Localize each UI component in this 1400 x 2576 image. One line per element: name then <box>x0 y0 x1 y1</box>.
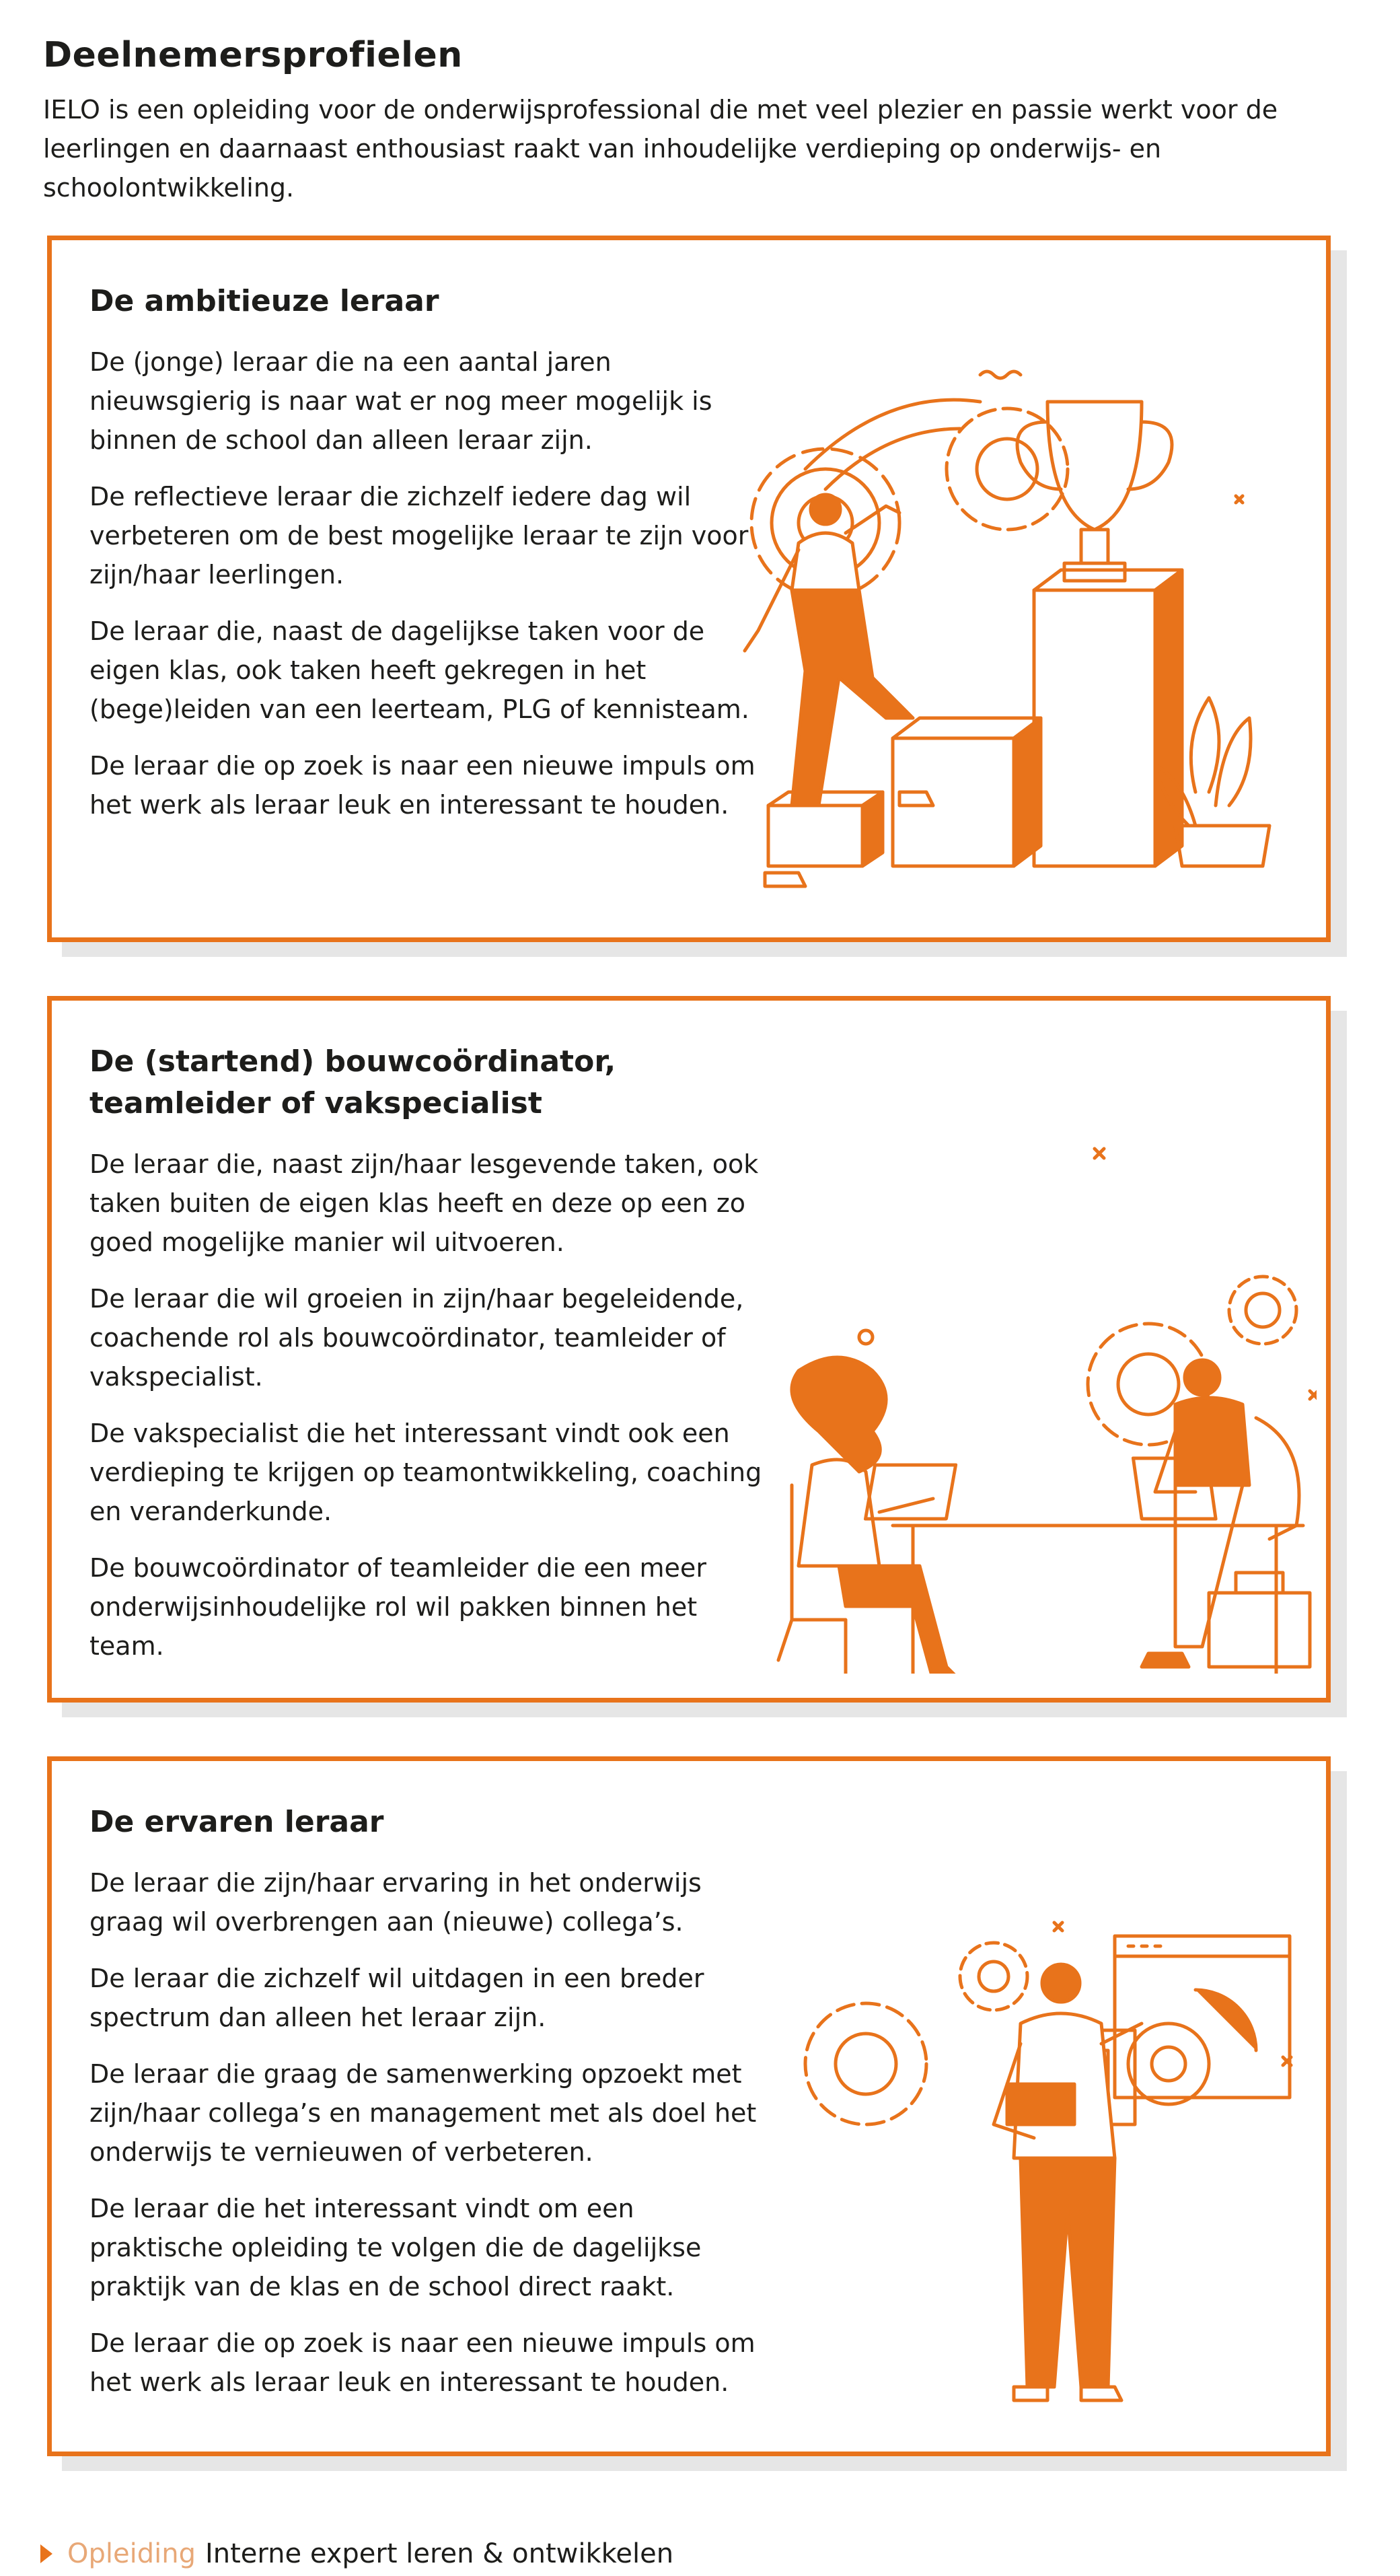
trophy-gears-illustration <box>725 361 1317 900</box>
intro-text: IELO is een opleiding voor de onderwijsprofessional die met veel plezier en passie werkt voor de leerlingen en daarnaast enthousiast raakt van inhoudelijke verdieping op onderwijs- en schoolontwikkeling. <box>43 95 1278 203</box>
page-title: Deelnemersprofielen <box>43 35 463 75</box>
footer-label: Opleiding <box>67 2538 196 2569</box>
profile-title: De ervaren leraar <box>89 1805 384 1839</box>
profile-paragraph: De (jonge) leraar die na een aantal jaren nieuwsgierig is naar wat er nog meer mogelijk is binnen de school dan alleen leraar zijn. <box>89 347 712 455</box>
profile-paragraph: De leraar die op zoek is naar een nieuwe impuls om het werk als leraar leuk en interessant te houden. <box>89 751 756 820</box>
profile-card-experienced-teacher <box>47 1756 1331 2456</box>
profile-paragraph: De leraar die, naast de dagelijkse taken voor de eigen klas, ook taken heeft gekregen in het (bege)leiden van een leerteam, PLG of kennisteam. <box>89 616 749 724</box>
profile-paragraph: De leraar die het interessant vindt om een praktische opleiding te volgen die de dagelijkse praktijk van de klas en de school direct raakt. <box>89 2194 702 2301</box>
profile-paragraph: De leraar die graag de samenwerking opzoekt met zijn/haar collega’s en management met als doel het onderwijs te vernieuwen of verbeteren. <box>89 2059 757 2167</box>
profile-paragraph: De leraar die wil groeien in zijn/haar begeleidende, coachende rol als bouwcoördinator, teamleider of vakspecialist. <box>89 1284 744 1392</box>
footer-program-name: Interne expert leren & ontwikkelen <box>205 2538 674 2569</box>
profile-paragraph: De vakspecialist die het interessant vindt ook een verdieping te krijgen op teamontwikkeling, coaching en veranderkunde. <box>89 1419 762 1526</box>
profile-card-ambitious-teacher <box>47 236 1331 942</box>
profile-paragraph: De leraar die, naast zijn/haar lesgevende taken, ook taken buiten de eigen klas heeft en deze op een zo goed mogelijke manier wil uitvoeren. <box>89 1149 759 1257</box>
profile-paragraph: De bouwcoördinator of teamleider die een meer onderwijsinhoudelijke rol wil pakken binnen het team. <box>89 1553 706 1661</box>
meeting-laptops-illustration <box>738 1135 1317 1674</box>
footer <box>40 2537 673 2571</box>
profile-title: De ambitieuze leraar <box>89 284 439 318</box>
profile-paragraph: De leraar die zijn/haar ervaring in het onderwijs graag wil overbrengen aan (nieuwe) collega’s. <box>89 1868 702 1937</box>
profile-paragraph: De leraar die op zoek is naar een nieuwe impuls om het werk als leraar leuk en interessant te houden. <box>89 2328 756 2397</box>
presenter-charts-illustration <box>792 1896 1317 2421</box>
profile-paragraph: De reflectieve leraar die zichzelf iedere dag wil verbeteren om de best mogelijke leraar te zijn voor zijn/haar leerlingen. <box>89 482 749 589</box>
profile-card-coordinator <box>47 996 1331 1703</box>
profile-title: De (startend) bouwcoördinator, teamleider of vakspecialist <box>89 1044 616 1120</box>
profile-paragraph: De leraar die zichzelf wil uitdagen in een breder spectrum dan alleen het leraar zijn. <box>89 1964 704 2032</box>
chevron-right-icon <box>40 2544 52 2563</box>
